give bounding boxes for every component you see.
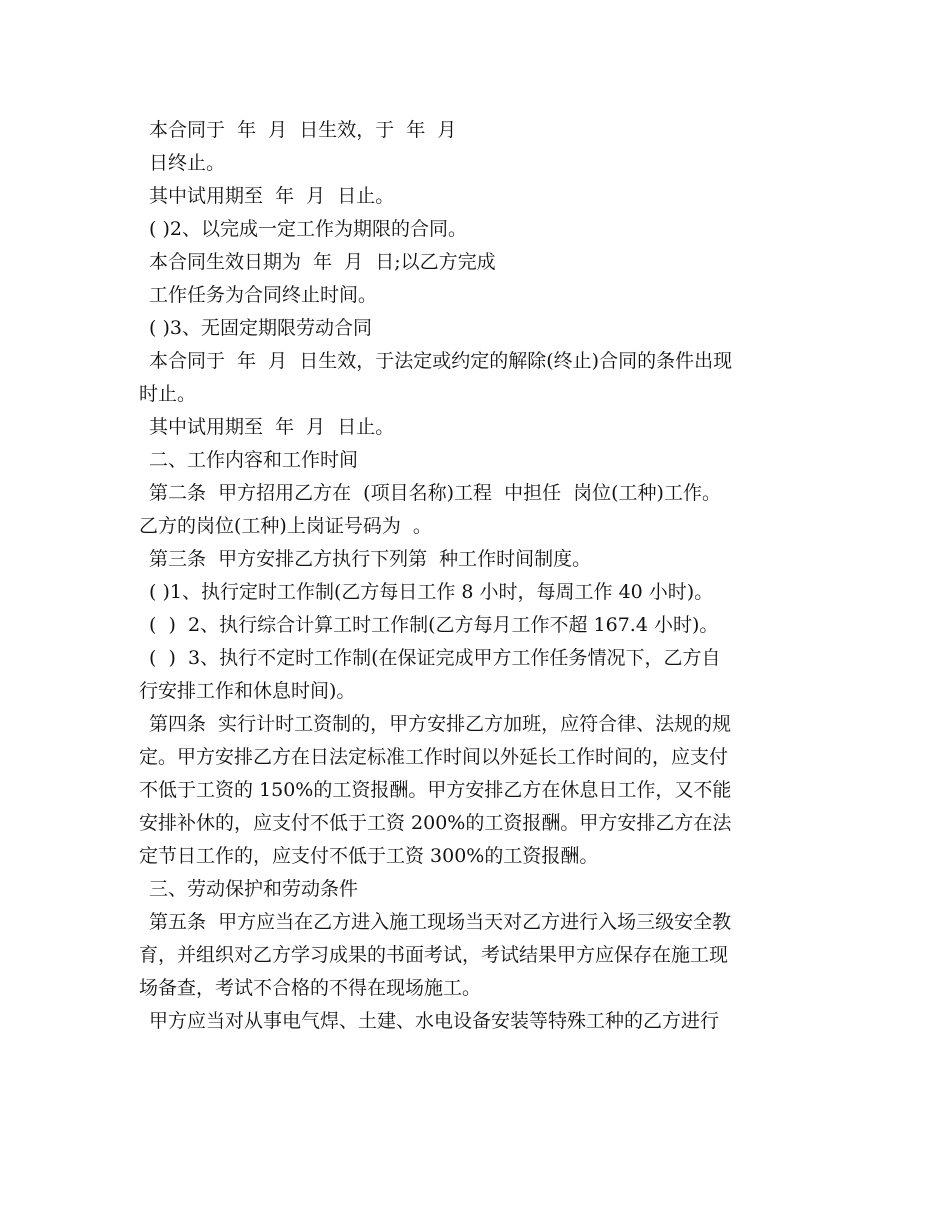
text-line: 本合同生效日期为 年 月 日;以乙方完成 [149,251,496,273]
text-line: 安排补休的，应支付不低于工资 200%的工资报酬。甲方安排乙方在法 [139,812,732,834]
text-line: 乙方的岗位(工种)上岗证号码为 。 [139,515,432,537]
text-line: 定节日工作的，应支付不低于工资 300%的工资报酬。 [139,845,599,867]
document-body [139,114,815,1038]
text-line: 工作任务为合同终止时间。 [149,284,378,306]
text-line: 其中试用期至 年 月 日止。 [149,185,395,207]
text-line: ( ) 2、执行综合计算工时工作制(乙方每月工作不超 167.4 小时)。 [149,614,719,636]
text-line: 场备查，考试不合格的不得在现场施工。 [139,977,482,999]
text-line: 时止。 [139,383,197,405]
text-line: 日终止。 [149,152,226,174]
text-line: 行安排工作和休息时间)。 [139,680,356,702]
text-line: 第四条 实行计时工资制的，甲方安排乙方加班，应符合律、法规的规 [149,713,732,735]
section-heading: 二、工作内容和工作时间 [149,449,359,471]
text-line: 第三条 甲方安排乙方执行下列第 种工作时间制度。 [149,548,592,570]
text-line: ( )3、无固定期限劳动合同 [149,317,372,339]
text-line: ( ) 3、执行不定时工作制(在保证完成甲方工作任务情况下，乙方自 [149,647,721,669]
text-line: 甲方应当对从事电气焊、土建、水电设备安装等特殊工种的乙方进行 [149,1010,720,1032]
text-line: 第二条 甲方招用乙方在 (项目名称)工程 中担任 岗位(工种)工作。 [149,482,721,504]
text-line: 不低于工资的 150%的工资报酬。甲方安排乙方在休息日工作，又不能 [139,779,732,801]
section-heading: 三、劳动保护和劳动条件 [149,878,359,900]
text-line: ( )1、执行定时工作制(乙方每日工作 8 小时，每周工作 40 小时)。 [149,581,714,603]
text-line: 育，并组织对乙方学习成果的书面考试，考试结果甲方应保存在施工现 [139,944,729,966]
text-line: 第五条 甲方应当在乙方进入施工现场当天对乙方进行入场三级安全教 [149,911,732,933]
text-line: 定。甲方安排乙方在日法定标准工作时间以外延长工作时间的，应支付 [139,746,729,768]
text-line: 其中试用期至 年 月 日止。 [149,416,395,438]
text-line: 本合同于 年 月 日生效，于 年 月 [149,119,457,141]
text-line: ( )2、以完成一定工作为期限的合同。 [149,218,467,240]
text-line: 本合同于 年 月 日生效，于法定或约定的解除(终止)合同的条件出现 [149,350,733,372]
